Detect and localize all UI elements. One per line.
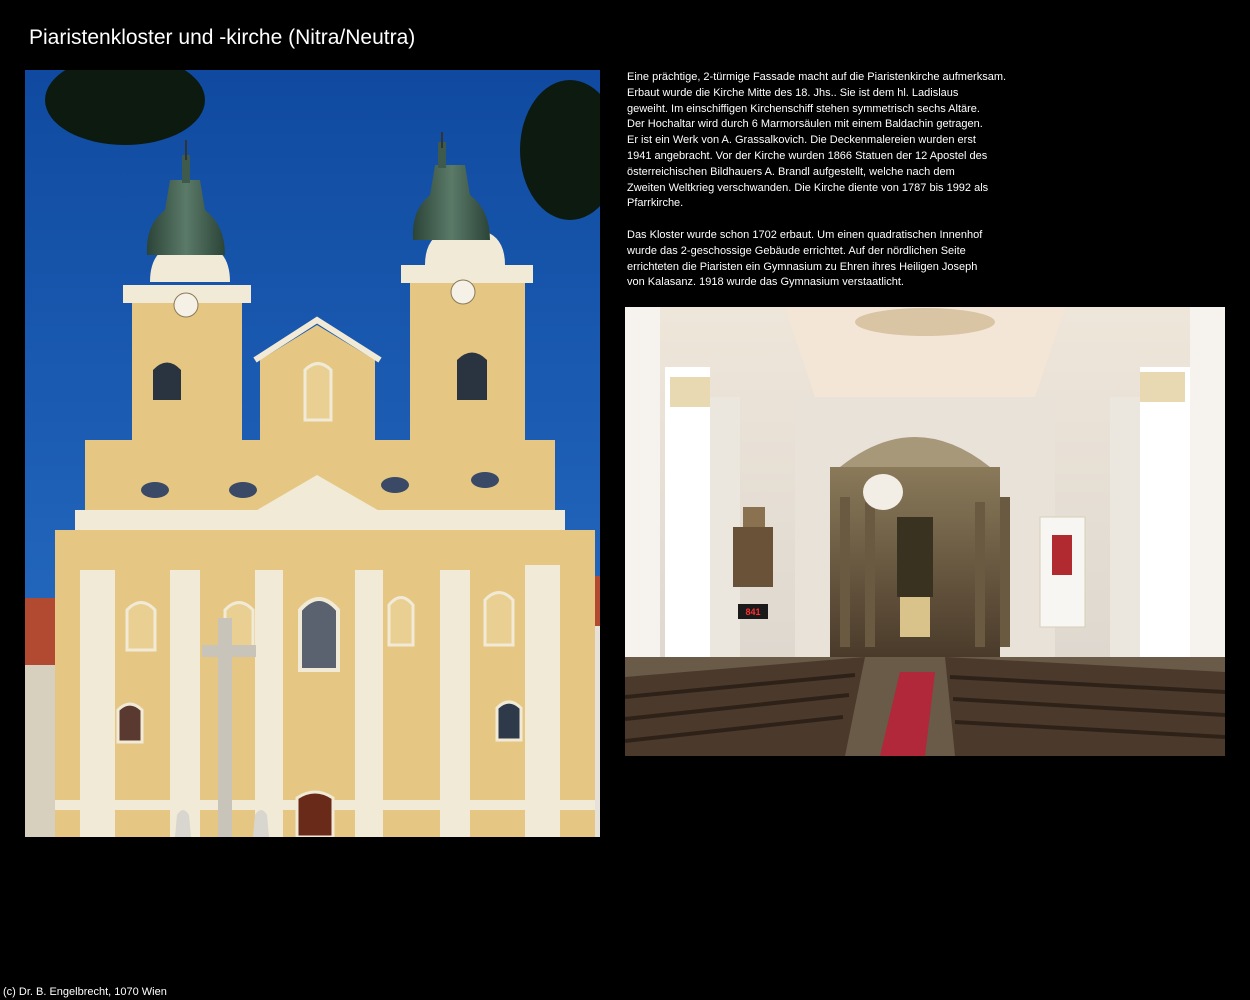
church-interior-photo (625, 307, 1225, 756)
hymn-number-board: 841 (745, 607, 761, 617)
church-facade-photo (25, 70, 600, 837)
description-paragraph-1: Eine prächtige, 2-türmige Fassade macht auf die Piaristenkirche aufmerksam. Erbaut wurde die Kirche Mitte des 18. Jhs.. Sie ist dem hl. Ladislaus geweiht. Im einschiffigen Kirchenschiff stehen symmetrisch sechs Altäre. Der Hochaltar wird durch 6 Marmorsäulen mit einem Baldachin getragen. Er ist ein Werk von A. Grassalkovich. Die Deckenmalereien wurden erst 1941 angebracht. Vor der Kirche wurden 1866 Statuen der 12 Apostel des österreichischen Bildhauers A. Brandl aufgestellt, welche nach dem Zweiten Weltkrieg verschwanden. Die Kirche diente von 1787 bis 1992 als Pfarrkirche. (627, 71, 1007, 210)
copyright-footer: (c) Dr. B. Engelbrecht, 1070 Wien (3, 986, 167, 998)
description-paragraph-2: Das Kloster wurde schon 1702 erbaut. Um einen quadratischen Innenhof wurde das 2-geschossige Gebäude errichtet. Auf der nördlichen Seite errichteten die Piaristen ein Gymnasium zu Ehren ihres Heiligen Joseph von Kalasanz. 1918 wurde das Gymnasium verstaatlicht. (627, 229, 983, 289)
page-title: Piaristenkloster und -kirche (Nitra/Neutra) (29, 26, 416, 49)
